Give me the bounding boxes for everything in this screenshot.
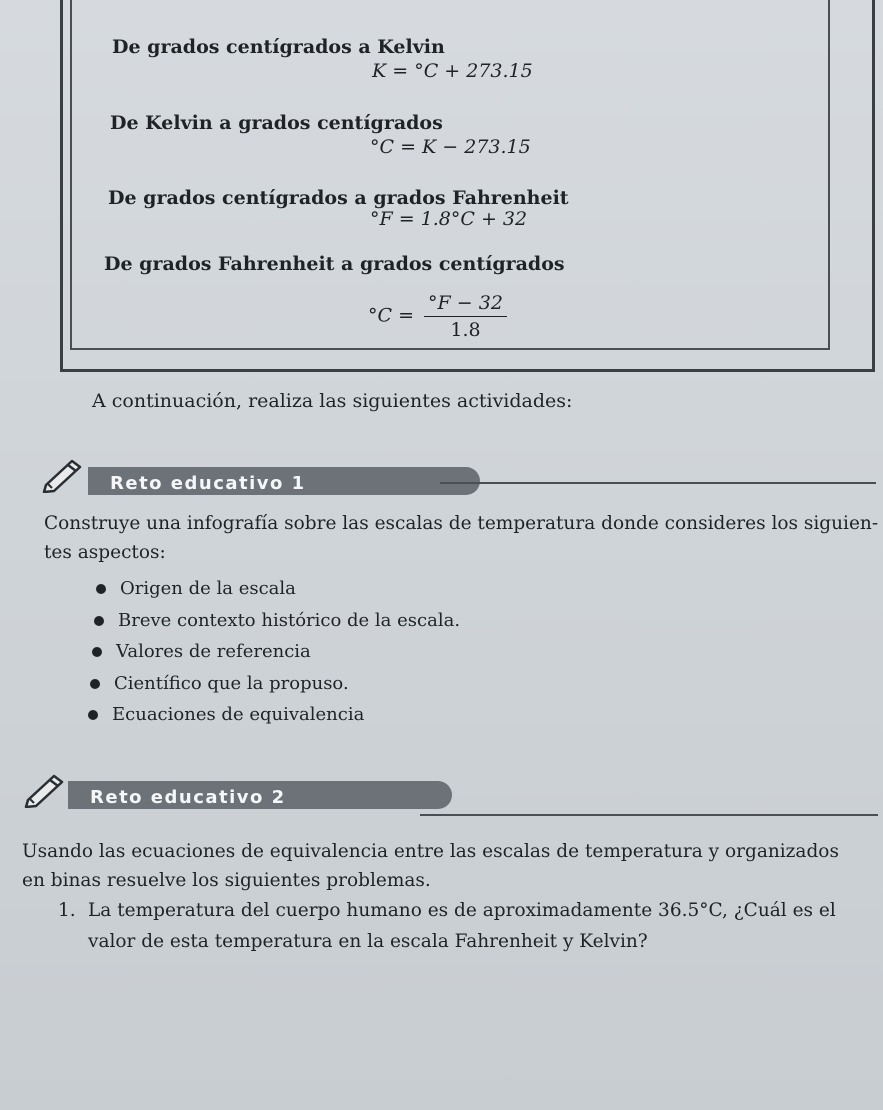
- reto-2-label: Reto educativo 2: [90, 787, 286, 808]
- reto-2-instruction-line-2: en binas resuelve los siguientes problemas.: [22, 870, 431, 891]
- conversion-title-c-to-f: De grados centígrados a grados Fahrenheit: [108, 187, 569, 209]
- list-item: Ecuaciones de equivalencia: [88, 699, 460, 731]
- fraction-denominator: 1.8: [450, 319, 481, 341]
- formula-f-to-c: [368, 292, 507, 341]
- list-item: Valores de referencia: [92, 636, 460, 668]
- pencil-icon: [40, 455, 88, 497]
- activities-intro: A continuación, realiza las siguientes actividades:: [92, 390, 573, 412]
- list-item: Breve contexto histórico de la escala.: [94, 605, 460, 637]
- problem-number: 1.: [58, 900, 76, 921]
- reto-2-rule: [420, 814, 878, 816]
- pencil-icon: [22, 770, 70, 812]
- list-item: Origen de la escala: [96, 573, 460, 605]
- problem-line-2: valor de esta temperatura en la escala Fahrenheit y Kelvin?: [88, 931, 648, 952]
- reto-1-instruction-line-1: Construye una infografía sobre las escalas de temperatura donde consideres los siguien-: [44, 513, 879, 534]
- aspects-list: [90, 573, 460, 731]
- formula-f-to-c-lhs: °C =: [368, 304, 414, 327]
- conversion-title-f-to-c: De grados Fahrenheit a grados centígrados: [104, 253, 565, 275]
- reto-1-instruction-line-2: tes aspectos:: [44, 542, 166, 563]
- conversion-title-c-to-k: De grados centígrados a Kelvin: [112, 36, 445, 58]
- reto-1-label: Reto educativo 1: [110, 473, 306, 494]
- reto-2-instruction-line-1: Usando las ecuaciones de equivalencia entre las escalas de temperatura y organizados: [22, 841, 839, 862]
- formula-fraction: [424, 292, 507, 341]
- conversion-title-k-to-c: De Kelvin a grados centígrados: [110, 112, 443, 134]
- list-item: Científico que la propuso.: [90, 668, 460, 700]
- formula-k-to-c: °C = K − 273.15: [370, 136, 531, 158]
- problem-line-1: La temperatura del cuerpo humano es de aproximadamente 36.5°C, ¿Cuál es el: [88, 900, 836, 921]
- formula-c-to-k: K = °C + 273.15: [372, 60, 533, 82]
- formula-c-to-f: °F = 1.8°C + 32: [370, 208, 528, 230]
- fraction-numerator: °F − 32: [424, 292, 507, 317]
- reto-1-rule: [440, 482, 876, 484]
- problem-1: [58, 895, 878, 957]
